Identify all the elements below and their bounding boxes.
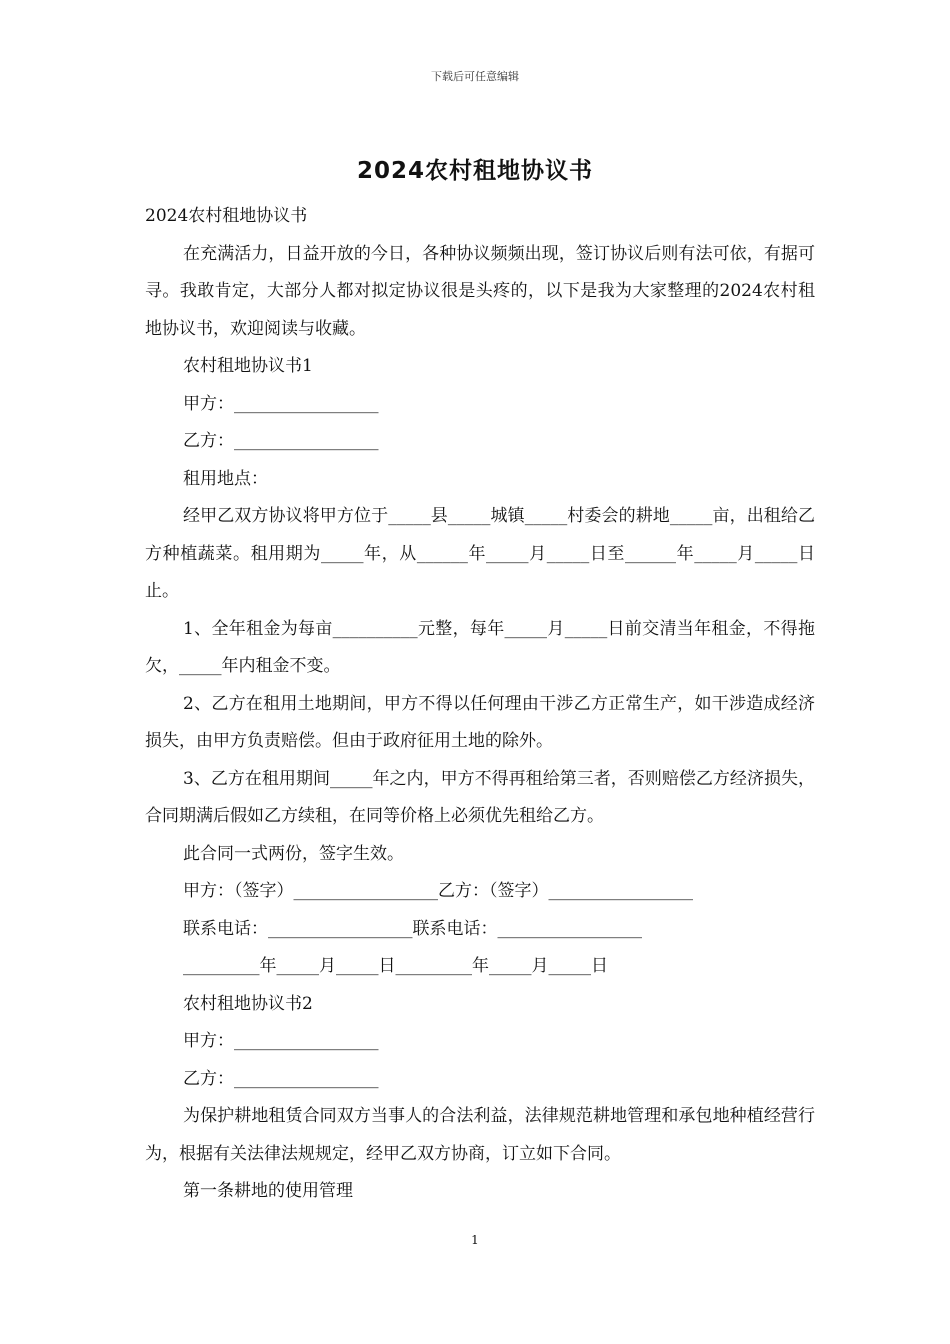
header-note: 下载后可任意编辑	[431, 70, 519, 83]
party-b-line: 乙方：_________________	[183, 431, 379, 451]
section-heading-1: 农村租地协议书1	[183, 356, 313, 376]
page-number: 1	[471, 1233, 479, 1247]
article-1-heading: 第一条耕地的使用管理	[183, 1181, 353, 1201]
lease-terms-paragraph: 经甲乙双方协议将甲方位于_____县_____城镇_____村委会的耕地_____亩，出租给乙方种植蔬菜。租用期为_____年，从______年_____月_____日至______年_____月_____日止。	[145, 506, 815, 601]
party-a-line: 甲方：_________________	[183, 393, 379, 414]
section-heading-2: 农村租地协议书2	[183, 993, 313, 1014]
clause-1: 1、全年租金为每亩__________元整，每年_____月_____日前交清当年租金，不得拖欠，_____年内租金不变。	[145, 618, 815, 676]
document-body	[145, 198, 815, 1211]
clause-3: 3、乙方在租用期间_____年之内，甲方不得再租给第三者，否则赔偿乙方经济损失，合同期满后假如乙方续租，在同等价格上必须优先租给乙方。	[145, 768, 815, 826]
clause-2: 2、乙方在租用土地期间，甲方不得以任何理由干涉乙方正常生产，如干涉造成经济损失，由甲方负责赔偿。但由于政府征用土地的除外。	[145, 693, 815, 751]
party-a-line-2: 甲方：_________________	[183, 1031, 379, 1051]
document-title: 2024农村租地协议书	[356, 158, 593, 184]
date-line: _________年_____月_____日_________年_____月_____日	[183, 956, 608, 976]
signature-line: 甲方：（签字）_________________乙方：（签字）_________________	[183, 881, 693, 901]
contract-copies-line: 此合同一式两份，签字生效。	[183, 843, 404, 864]
intro-paragraph: 在充满活力，日益开放的今日，各种协议频频出现，签订协议后则有法可依，有据可寻。我敢肯定，大部分人都对拟定协议很是头疼的，以下是我为大家整理的2024农村租地协议书，欢迎阅读与收藏。	[145, 243, 815, 339]
lease-location-line: 租用地点：	[183, 468, 268, 489]
document-subtitle: 2024农村租地协议书	[145, 206, 308, 226]
party-b-line-2: 乙方：_________________	[183, 1068, 379, 1089]
phone-line: 联系电话：_________________联系电话：_________________	[183, 918, 642, 939]
purpose-paragraph: 为保护耕地租赁合同双方当事人的合法利益，法律规范耕地管理和承包地种植经营行为，根据有关法律法规规定，经甲乙双方协商，订立如下合同。	[145, 1106, 815, 1164]
